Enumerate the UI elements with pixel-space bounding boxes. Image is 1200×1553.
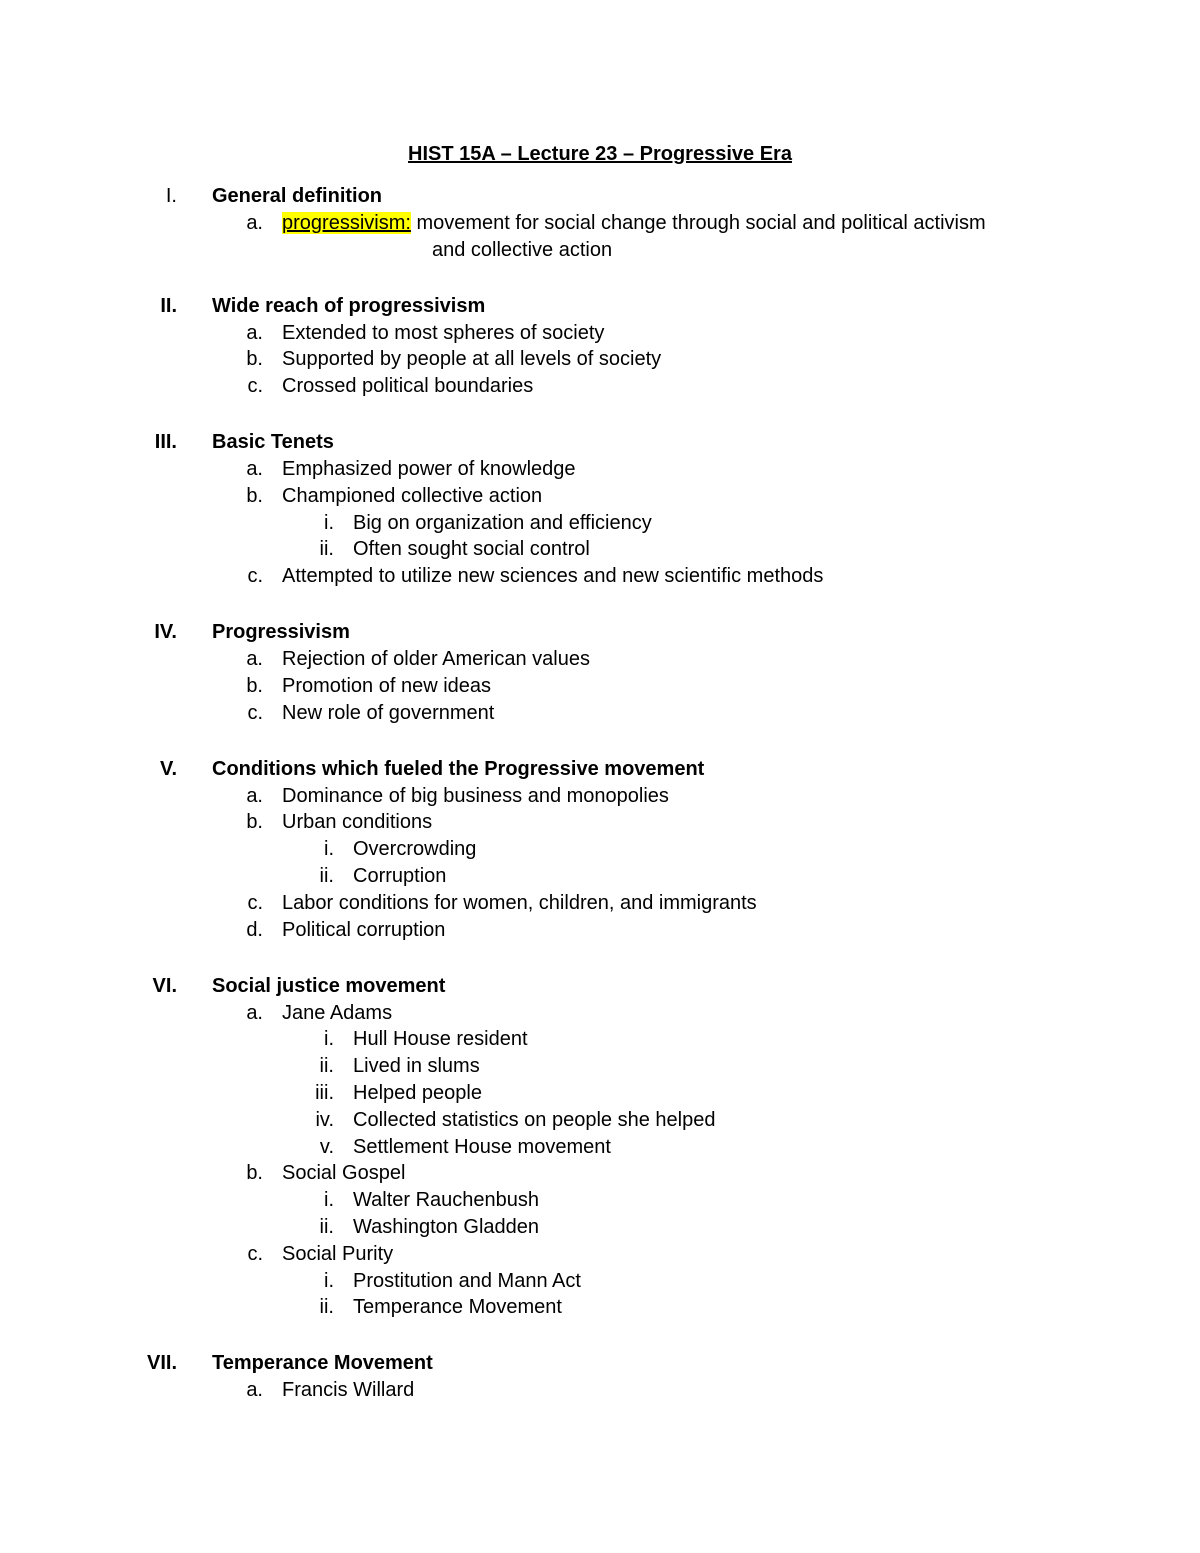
subitem-marker: ii. (319, 1055, 334, 1078)
list-item: Emphasized power of knowledge (282, 458, 576, 480)
item-marker: c. (247, 891, 263, 914)
list-item: Urban conditions (282, 811, 433, 834)
subitem-marker: ii. (319, 1215, 334, 1238)
subitem-marker: v. (319, 1135, 334, 1158)
list-subitem: Washington Gladden (353, 1215, 540, 1238)
subitem-marker: i. (324, 1189, 334, 1212)
item-marker: c. (247, 375, 263, 398)
list-subitem: Settlement House movement (353, 1135, 611, 1158)
list-item: Rejection of older American values (282, 648, 590, 671)
section-heading: Wide reach of progressivism (212, 294, 486, 317)
item-marker: a. (246, 458, 263, 480)
section-numeral: VI. (152, 974, 177, 997)
list-item: Crossed political boundaries (282, 375, 534, 398)
section-heading: Basic Tenets (212, 431, 334, 454)
list-item: Political corruption (282, 918, 446, 941)
item-marker: c. (247, 701, 263, 724)
subitem-marker: i. (324, 838, 334, 861)
item-marker: d. (246, 918, 263, 941)
list-subitem: Helped people (353, 1081, 482, 1104)
item-marker: c. (247, 565, 263, 588)
subitem-marker: ii. (319, 1296, 334, 1319)
list-subitem: Hull House resident (353, 1028, 528, 1051)
definition-text: movement for social change through social and political activism (410, 211, 986, 234)
subitem-marker: iv. (315, 1108, 334, 1131)
list-item: Dominance of big business and monopolies (282, 784, 669, 807)
definition-continuation: and collective action (432, 238, 613, 261)
item-marker: b. (246, 484, 263, 507)
list-subitem: Often sought social control (353, 538, 590, 561)
item-marker: b. (246, 674, 263, 697)
list-subitem: Corruption (353, 865, 447, 887)
subitem-marker: ii. (319, 865, 334, 887)
section-heading: Social justice movement (212, 974, 446, 997)
section-heading: Progressivism (212, 621, 350, 644)
subitem-marker: iii. (315, 1081, 334, 1104)
list-item: Labor conditions for women, children, and immigrants (282, 891, 757, 914)
list-item: Extended to most spheres of society (282, 321, 605, 344)
section-numeral: II. (160, 294, 177, 317)
list-subitem: Temperance Movement (353, 1296, 562, 1319)
section-heading: Temperance Movement (212, 1352, 433, 1375)
section-heading: Conditions which fueled the Progressive movement (212, 757, 705, 780)
item-marker: c. (247, 1242, 263, 1265)
section-numeral: III. (154, 431, 177, 454)
list-subitem: Overcrowding (353, 838, 477, 861)
highlighted-term: progressivism: (282, 211, 411, 234)
page-title: HIST 15A – Lecture 23 – Progressive Era (408, 143, 792, 165)
list-item: Francis Willard (282, 1379, 415, 1402)
list-item: New role of government (282, 701, 495, 724)
subitem-marker: i. (324, 511, 334, 534)
list-item (282, 210, 986, 236)
item-marker: a. (246, 1379, 263, 1402)
item-marker: a. (246, 648, 263, 671)
list-subitem: Walter Rauchenbush (353, 1189, 540, 1212)
subitem-marker: i. (324, 1028, 334, 1051)
item-marker: a. (246, 1001, 263, 1024)
list-subitem: Prostitution and Mann Act (353, 1269, 581, 1292)
list-item: Jane Adams (282, 1001, 393, 1024)
list-item: Supported by people at all levels of society (282, 348, 662, 371)
subitem-marker: ii. (319, 538, 334, 561)
list-subitem: Big on organization and efficiency (353, 511, 652, 534)
section-numeral: IV. (154, 621, 177, 644)
list-item: Social Purity (282, 1242, 394, 1265)
list-item: Promotion of new ideas (282, 674, 492, 697)
list-item: Attempted to utilize new sciences and new scientific methods (282, 565, 824, 588)
item-marker: a. (246, 321, 263, 344)
section-numeral: I. (165, 185, 177, 207)
list-subitem: Collected statistics on people she helped (353, 1108, 716, 1131)
item-marker: a. (246, 211, 263, 234)
item-marker: b. (246, 1162, 263, 1185)
subitem-marker: i. (324, 1269, 334, 1292)
item-marker: a. (246, 784, 263, 807)
list-item: Social Gospel (282, 1162, 406, 1185)
item-marker: b. (246, 811, 263, 834)
section-numeral: VII. (146, 1352, 177, 1375)
list-subitem: Lived in slums (353, 1055, 480, 1078)
list-item: Championed collective action (282, 484, 543, 507)
item-marker: b. (246, 348, 263, 371)
section-heading: General definition (212, 185, 383, 207)
section-numeral: V. (159, 757, 177, 780)
